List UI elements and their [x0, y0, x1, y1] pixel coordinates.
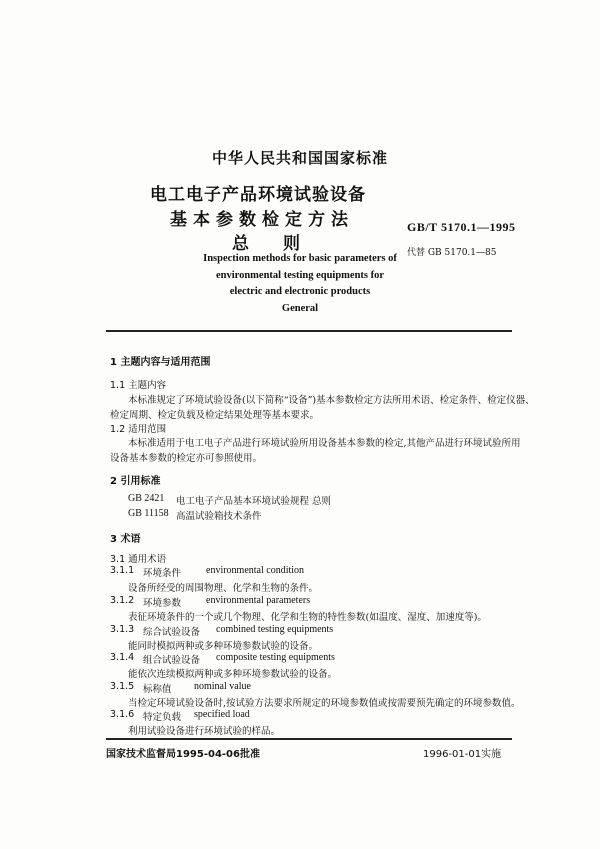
english-title-line2: environmental testing equipments for: [215, 270, 385, 281]
section-1-2-heading: 1.2 适用范围: [110, 424, 167, 435]
english-title-line4: General: [281, 303, 319, 314]
term-number: 3.1.4: [110, 652, 135, 663]
bottom-divider: [106, 738, 512, 740]
document-title-line3: 总则: [232, 234, 334, 254]
term-number: 3.1.2: [110, 595, 135, 606]
term-english: composite testing equipments: [216, 652, 335, 663]
implementation-date: 1996-01-01实施: [423, 749, 502, 760]
top-divider: [106, 330, 512, 332]
term-english: environmental condition: [206, 565, 305, 576]
section-1-2-text-line2: 设备基本参数的检定亦可参照使用。: [110, 453, 263, 464]
section-1-heading: 1 主题内容与适用范围: [110, 357, 211, 368]
section-1-2-text-line1: 本标准适用于电工电子产品进行环境试验所用设备基本参数的检定,其他产品进行环境试验所用: [128, 438, 521, 449]
section-1-1-heading: 1.1 主题内容: [110, 380, 167, 391]
reference-2-title: 高温试验箱技术条件: [176, 511, 262, 522]
term-number: 3.1.1: [110, 565, 135, 576]
term-english: nominal value: [194, 681, 251, 692]
term-number: 3.1.5: [110, 681, 135, 692]
reference-2-code: GB 11158: [128, 508, 169, 519]
section-2-heading: 2 引用标准: [110, 476, 161, 487]
term-definition: 能依次连续模拟两种或多种环境参数试验的设备。: [128, 669, 338, 680]
reference-1-title: 电工电子产品基本环境试验规程 总则: [176, 496, 332, 507]
document-title-line1: 电工电子产品环境试验设备: [150, 185, 366, 205]
english-title-line3: electric and electronic products: [229, 286, 371, 297]
section-1-1-text-line1: 本标准规定了环境试验设备(以下简称“设备”)基本参数检定方法所用术语、检定条件、检定仪器、: [128, 395, 535, 406]
approval-line: 国家技术监督局1995-04-06批准: [106, 749, 260, 760]
term-chinese: 环境条件: [143, 568, 182, 579]
term-english: combined testing equipments: [216, 624, 334, 635]
term-chinese: 组合试验设备: [143, 655, 201, 666]
country-standard-title: 中华人民共和国国家标准: [211, 149, 388, 167]
section-1-1-text-line2: 检定周期、检定负载及检定结果处理等基本要求。: [110, 410, 320, 421]
term-definition: 设备所经受的周围物理、化学和生物的条件。: [128, 583, 319, 594]
section-3-1-heading: 3.1 通用术语: [110, 554, 167, 565]
standard-number: GB/T 5170.1—1995: [407, 220, 516, 234]
term-definition: 利用试验设备进行环境试验的样品。: [128, 726, 281, 737]
term-definition: 能同时模拟两种或多种环境参数试验的设备。: [128, 641, 319, 652]
english-title-line1: Inspection methods for basic parameters of: [203, 253, 397, 264]
term-definition: 表征环境条件的一个或几个物理、化学和生物的特性参数(如温度、湿度、加速度等)。: [128, 612, 487, 623]
reference-1-code: GB 2421: [128, 493, 165, 504]
replaces-standard: 代替 GB 5170.1—85: [407, 248, 497, 258]
term-chinese: 标称值: [143, 684, 172, 695]
term-english: environmental parameters: [206, 595, 311, 606]
term-chinese: 环境参数: [143, 598, 182, 609]
document-title-line2: 基本参数检定方法: [170, 210, 354, 230]
term-english: specified load: [194, 709, 250, 720]
term-number: 3.1.3: [110, 624, 135, 635]
term-chinese: 特定负载: [143, 712, 182, 723]
term-definition: 当检定环境试验设备时,按试验方法要求所规定的环境参数值或按需要预先确定的环境参数值。: [128, 698, 521, 709]
term-number: 3.1.6: [110, 709, 135, 720]
term-chinese: 综合试验设备: [143, 627, 201, 638]
section-3-heading: 3 术语: [110, 534, 141, 545]
